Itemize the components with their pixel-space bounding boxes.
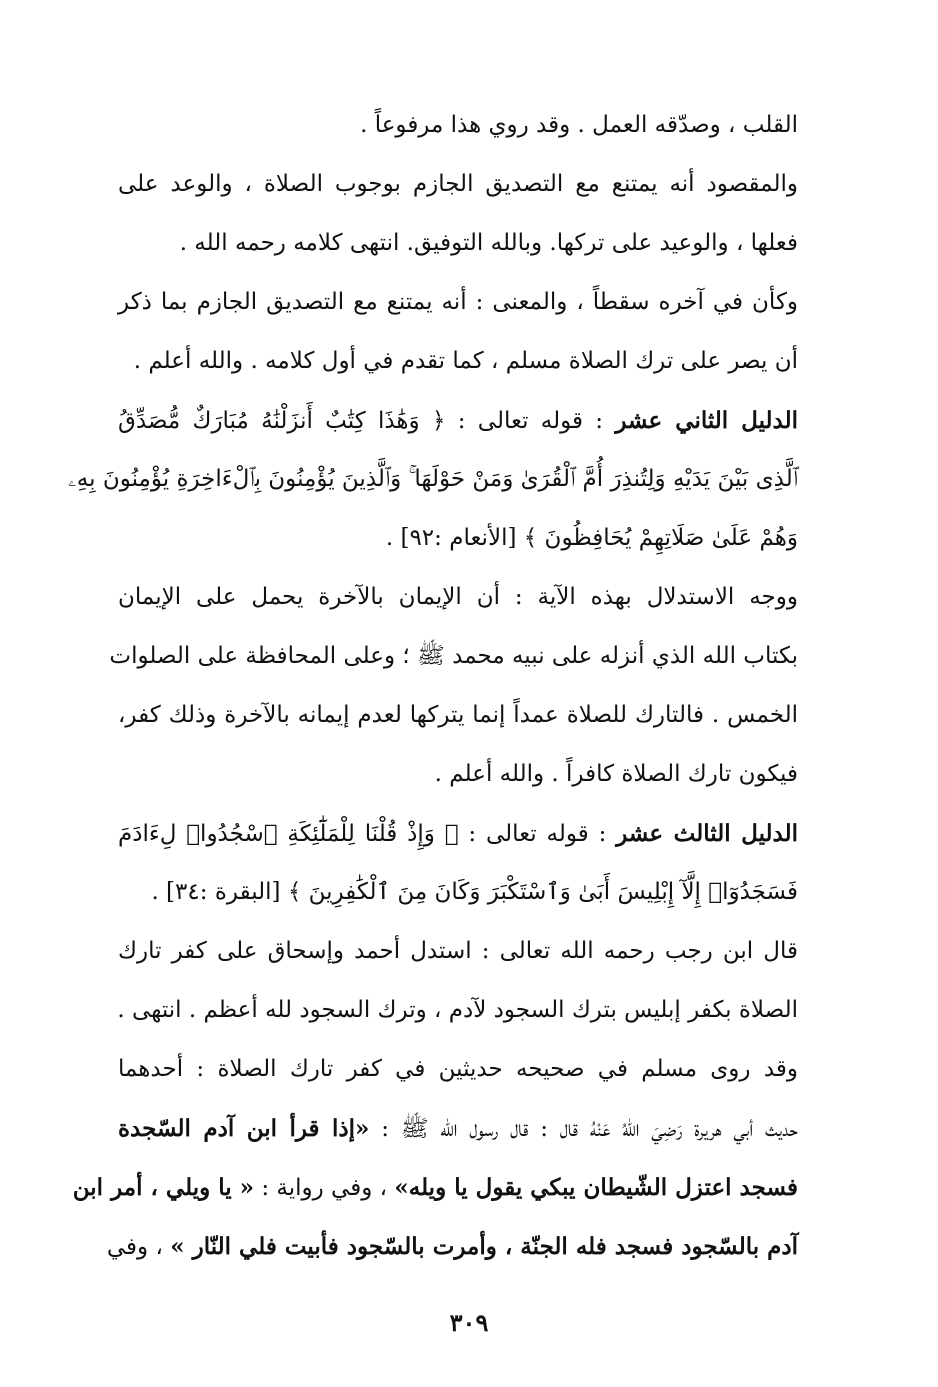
body-text-run: أن يصر على ترك الصلاة مسلم ، كما تقدم في أول كلامه . والله أعلم . xyxy=(133,348,798,374)
text-line xyxy=(109,627,798,686)
text-line xyxy=(118,804,798,863)
body-text-run: فيكون تارك الصلاة كافراً . والله أعلم . xyxy=(434,761,798,787)
body-text-run: والمقصود أنه يمتنع مع التصديق الجازم بوجوب الصلاة ، والوعد على xyxy=(118,171,798,197)
text-line xyxy=(118,1099,798,1158)
body-text-run: الصلاة بكفر إبليس بترك السجود لآدم ، وترك السجود لله أعظم . انتهى . xyxy=(117,997,798,1023)
text-line xyxy=(68,450,798,509)
text-line xyxy=(118,745,798,804)
hadith-quote: آدم بالسّجود فسجد فله الجنّة ، وأمرت بالسّجود فأبيت فلي النّار » xyxy=(170,1233,798,1260)
quran-verse: ٱلَّذِى بَيْنَ يَدَيْهِ وَلِتُنذِرَ أُمَّ ٱلْقُرَىٰ وَمَنْ حَوْلَهَا ۚ وَٱلَّذِينَ يُؤْمِنُونَ بِٱلْءَاخِرَةِ يُؤْمِنُونَ بِهِۦ xyxy=(68,466,798,492)
text-line xyxy=(118,391,798,450)
body-text-run: : قوله تعالى : xyxy=(458,821,617,847)
body-text xyxy=(68,96,799,1276)
body-text-run: وكأن في آخره سقطاً ، والمعنى : أنه يمتنع مع التصديق الجازم بما ذكر xyxy=(118,289,798,315)
hadith-quote: «إذا قرأ ابن آدم السّجدة xyxy=(118,1115,370,1142)
body-text-run: [الأنعام :٩٢] . xyxy=(385,525,524,551)
body-text-run: القلب ، وصدّقه العمل . وقد روي هذا مرفوعاً . xyxy=(360,112,798,138)
body-text-run: بكتاب الله الذي أنزله على نبيه محمد ﷺ ؛ وعلى المحافظة على الصلوات xyxy=(109,643,798,669)
text-line xyxy=(118,155,798,214)
text-line xyxy=(118,332,798,391)
quran-verse: وَهُمْ عَلَىٰ صَلَاتِهِمْ يُحَافِظُونَ ﴾ xyxy=(523,525,798,551)
body-text-run: [البقرة :٣٤] . xyxy=(151,879,288,905)
body-text-run: قال ابن رجب رحمه الله تعالى : استدل أحمد وإسحاق على كفر تارك xyxy=(118,938,798,964)
quran-verse: ﴿ وَهَٰذَا كِتَٰبٌ أَنزَلْنَٰهُ مُبَارَكٌ مُّصَدِّقُ xyxy=(118,408,446,434)
text-line xyxy=(118,981,798,1040)
text-line xyxy=(118,509,798,568)
body-text-run: ووجه الاستدلال بهذه الآية : أن الإيمان بالآخرة يحمل على الإيمان xyxy=(118,584,798,610)
text-line xyxy=(118,214,798,273)
text-line xyxy=(118,863,798,922)
body-text-run: ، وفي xyxy=(106,1234,171,1260)
text-line xyxy=(118,568,798,627)
text-line xyxy=(118,96,798,155)
text-line xyxy=(118,922,798,981)
body-text-run: حديث أبي هريرة رَضِيَ اللهُ عَنْهُ قال : قال رسول الله ﷺ : xyxy=(369,1116,798,1142)
text-line xyxy=(118,273,798,332)
body-text-run: الخمس . فالتارك للصلاة عمداً إنما يتركها لعدم إيمانه بالآخرة وذلك كفر، xyxy=(118,702,798,728)
quran-verse: ﴿ وَإِذْ قُلْنَا لِلْمَلَٰٓئِكَةِ ٱسْجُدُوا۟ لِءَادَمَ xyxy=(118,821,459,847)
page-number: ٣٠٩ xyxy=(449,1308,489,1337)
body-text-run: فعلها ، والوعيد على تركها. وبالله التوفيق. انتهى كلامه رحمه الله . xyxy=(179,230,798,256)
hadith-quote: « يا ويلي ، أمر ابن xyxy=(72,1174,255,1201)
body-text-run: وقد روى مسلم في صحيحه حديثين في كفر تارك الصلاة : أحدهما xyxy=(118,1056,798,1082)
quran-verse: فَسَجَدُوٓا۟ إِلَّآ إِبْلِيسَ أَبَىٰ وَٱسْتَكْبَرَ وَكَانَ مِنَ ٱلْكَٰفِرِينَ ﴾ xyxy=(287,879,798,905)
section-heading: الدليل الثاني عشر xyxy=(615,407,799,434)
section-heading: الدليل الثالث عشر xyxy=(616,820,798,847)
text-line xyxy=(118,686,798,745)
hadith-quote: فسجد اعتزل الشّيطان يبكي يقول يا ويله» xyxy=(394,1174,798,1201)
text-line xyxy=(106,1217,798,1276)
text-line xyxy=(72,1158,798,1217)
body-text-run: : قوله تعالى : xyxy=(445,408,616,434)
body-text-run: ، وفي رواية : xyxy=(254,1175,395,1201)
text-line xyxy=(118,1040,798,1099)
